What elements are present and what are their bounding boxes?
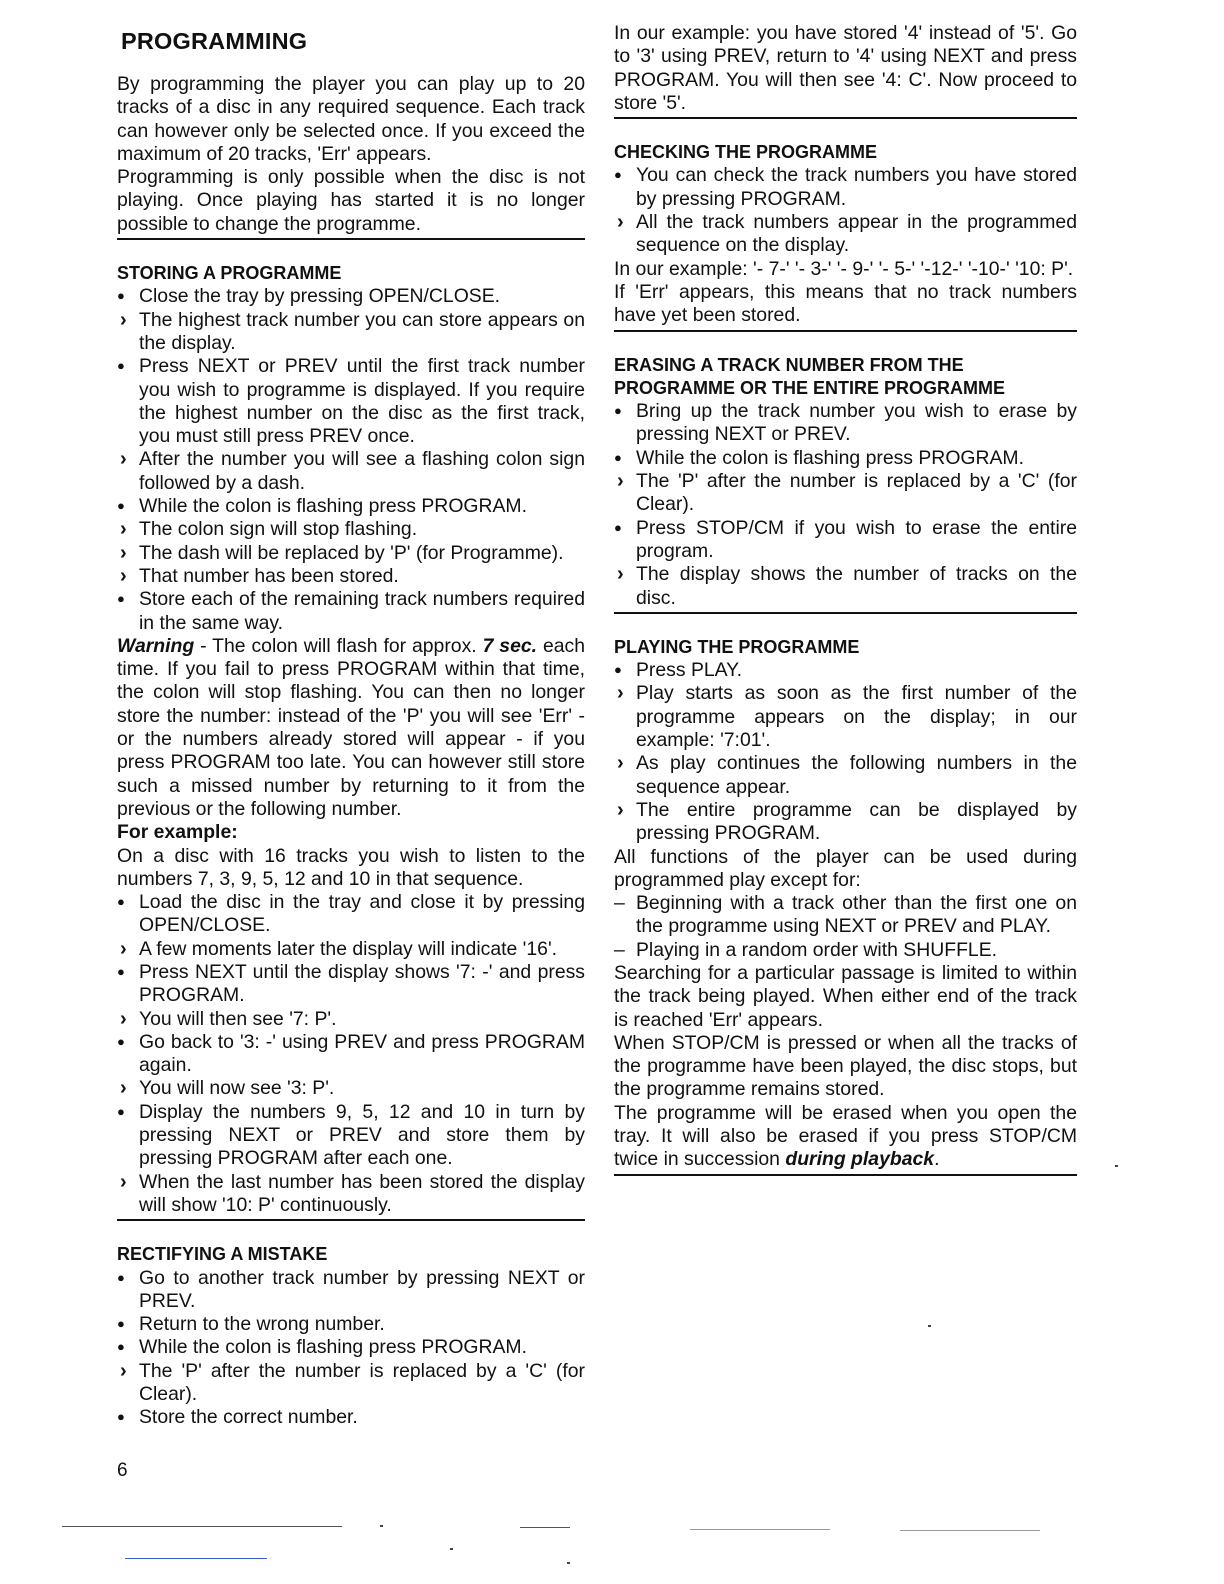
result-item xyxy=(614,470,1077,517)
bullet-icon xyxy=(117,1336,135,1360)
playing-section xyxy=(614,636,1077,1176)
result-item xyxy=(117,518,585,541)
item-text: Bring up the track number you wish to erase by pressing NEXT or PREV. xyxy=(636,400,1077,446)
item-text: The 'P' after the number is replaced by a 'C' (for Clear). xyxy=(139,1359,585,1406)
item-text: Press STOP/CM if you wish to erase the entire program. xyxy=(636,516,1077,562)
result-item xyxy=(117,309,585,356)
arrow-icon xyxy=(614,563,632,586)
item-text: You can check the track numbers you have stored by pressing PROGRAM. xyxy=(636,164,1077,210)
rectify-example-text: In our example: you have stored '4' instead of '5'. Go to '3' using PREV, return to '4' using NEXT and press PROGRAM. You will then see '4: C'. Now proceed to store '5'. xyxy=(614,22,1077,114)
result-item xyxy=(614,752,1077,799)
bullet-icon xyxy=(117,891,135,915)
page-number: 6 xyxy=(117,1460,128,1481)
bullet-icon xyxy=(117,961,135,985)
scan-artifact-line xyxy=(690,1529,830,1530)
result-item xyxy=(614,682,1077,752)
arrow-icon xyxy=(117,1077,135,1100)
erase-text-end: . xyxy=(934,1148,940,1171)
bullet-item xyxy=(614,447,1077,470)
result-item xyxy=(117,448,585,495)
item-text: When the last number has been stored the display will show '10: P' continuously. xyxy=(139,1170,585,1216)
item-text: The display shows the number of tracks on the disc. xyxy=(636,563,1077,609)
item-text: While the colon is flashing press PROGRAM. xyxy=(636,446,1024,469)
storing-section xyxy=(117,262,585,1221)
arrow-icon xyxy=(117,518,135,541)
item-text: The entire programme can be displayed by pressing PROGRAM. xyxy=(636,798,1077,845)
scan-speck xyxy=(450,1548,453,1550)
example-text: On a disc with 16 tracks you wish to listen to the numbers 7, 3, 9, 5, 12 and 10 in that sequence. xyxy=(117,844,585,890)
checking-err-note: If 'Err' appears, this means that no track numbers have yet been stored. xyxy=(614,280,1077,327)
searching-text: Searching for a particular passage is limited to within the track being played. When either end of the track is reached 'Err' appears. xyxy=(614,961,1077,1031)
bullet-icon xyxy=(614,517,632,541)
bullet-item xyxy=(117,1031,585,1078)
erase-text-main: The programme will be erased when you open the tray. It will also be erased if you press STOP/CM twice in succession xyxy=(614,1101,1077,1171)
checking-list xyxy=(614,164,1077,257)
dash-icon xyxy=(614,939,625,962)
checking-example: In our example: '- 7-' '- 3-' '- 9-' '- 5-' '-12-' '-10-' '10: P'. xyxy=(614,257,1074,280)
erasing-section xyxy=(614,354,1077,614)
exception-list xyxy=(614,892,1077,962)
bullet-item xyxy=(117,1267,585,1314)
result-item xyxy=(117,1077,585,1100)
rectifying-section xyxy=(117,1243,585,1431)
item-text: You will then see '7: P'. xyxy=(139,1007,337,1030)
bullet-icon xyxy=(117,1267,135,1291)
result-item xyxy=(117,565,585,588)
functions-text: All functions of the player can be used during programmed play except for: xyxy=(614,845,1077,891)
item-text: While the colon is flashing press PROGRAM. xyxy=(139,1336,527,1359)
bullet-icon xyxy=(614,400,632,424)
item-text: Press NEXT or PREV until the first track number you wish to programme is displayed. If you require the highest number on the disc as the first track, you must still press PREV once. xyxy=(139,355,585,448)
item-text: A few moments later the display will indicate '16'. xyxy=(139,937,558,960)
arrow-icon xyxy=(614,682,632,705)
item-text: After the number you will see a flashing colon sign followed by a dash. xyxy=(139,448,585,494)
item-text: You will now see '3: P'. xyxy=(139,1077,335,1100)
left-column xyxy=(117,22,585,1432)
stop-text: When STOP/CM is pressed or when all the tracks of the programme have been played, the disc stops, but the programme remains stored. xyxy=(614,1031,1077,1101)
scan-speck xyxy=(567,1562,570,1564)
item-text: Playing in a random order with SHUFFLE. xyxy=(636,938,998,961)
bullet-item xyxy=(117,355,585,448)
item-text: Return to the wrong number. xyxy=(139,1313,385,1336)
warning-text: - The colon will flash for approx. xyxy=(194,634,483,657)
item-text: Play starts as soon as the first number of the programme appears on the display; in our example: '7:01'. xyxy=(636,682,1077,752)
warning-text-rest: each time. If you fail to press PROGRAM within that time, the colon will stop flashing. You can then no longer store the number: instead of the 'P' you will see 'Err' - or the numbers already stored will appear - if you press PROGRAM too late. You can however still store such a missed number by returning to it from the previous or the following number. xyxy=(117,634,586,820)
bullet-item xyxy=(614,659,1077,682)
result-item xyxy=(117,1171,585,1218)
item-text: All the track numbers appear in the programmed sequence on the display. xyxy=(636,211,1077,257)
bullet-item xyxy=(117,891,585,938)
dash-icon xyxy=(614,892,625,915)
arrow-icon xyxy=(614,470,632,493)
warning-label: Warning xyxy=(117,634,195,657)
item-text: Close the tray by pressing OPEN/CLOSE. xyxy=(139,285,501,308)
bullet-item xyxy=(117,1101,585,1171)
result-item xyxy=(117,938,585,961)
item-text: Go back to '3: -' using PREV and press PROGRAM again. xyxy=(139,1030,585,1077)
result-item xyxy=(117,1008,585,1031)
item-text: While the colon is flashing press PROGRAM. xyxy=(139,495,527,518)
arrow-icon xyxy=(117,938,135,961)
item-text: Press PLAY. xyxy=(636,659,742,682)
bullet-icon xyxy=(614,659,632,683)
scan-artifact-line xyxy=(900,1530,1040,1531)
checking-section xyxy=(614,141,1077,331)
playing-list xyxy=(614,659,1077,845)
item-text: Beginning with a track other than the first one on the programme using NEXT or PREV and PLAY. xyxy=(636,892,1077,938)
bullet-item xyxy=(117,495,585,518)
warning-time: 7 sec. xyxy=(482,634,538,657)
bullet-icon xyxy=(117,285,135,309)
item-text: Go to another track number by pressing NEXT or PREV. xyxy=(139,1266,585,1312)
scan-artifact-line xyxy=(62,1526,342,1527)
scan-artifact-line xyxy=(520,1527,570,1528)
bullet-item xyxy=(614,517,1077,564)
arrow-icon xyxy=(117,448,135,471)
scan-speck xyxy=(380,1525,383,1527)
item-text: The highest track number you can store appears on the display. xyxy=(139,308,585,354)
bullet-icon xyxy=(614,164,632,188)
right-column xyxy=(614,22,1077,1198)
scan-speck xyxy=(1115,1165,1118,1167)
checking-heading: CHECKING THE PROGRAMME xyxy=(614,142,878,163)
playing-heading: PLAYING THE PROGRAMME xyxy=(614,636,860,657)
page-title: PROGRAMMING xyxy=(121,28,308,54)
bullet-item xyxy=(117,1336,585,1359)
warning-paragraph xyxy=(117,635,585,821)
item-text: The colon sign will stop flashing. xyxy=(139,518,418,541)
rectifying-list xyxy=(117,1267,585,1430)
arrow-icon xyxy=(117,542,135,565)
scan-artifact-blue-line xyxy=(125,1558,267,1559)
bullet-item xyxy=(117,1406,585,1429)
storing-list xyxy=(117,285,585,634)
intro-section xyxy=(117,73,585,240)
arrow-icon xyxy=(117,565,135,588)
item-text: Display the numbers 9, 5, 12 and 10 in turn by pressing NEXT or PREV and store them by pressing PROGRAM after each one. xyxy=(139,1100,585,1170)
bullet-icon xyxy=(117,1031,135,1055)
bullet-icon xyxy=(117,1313,135,1337)
bullet-icon xyxy=(117,1101,135,1125)
bullet-item xyxy=(117,961,585,1008)
bullet-icon xyxy=(117,588,135,612)
dash-item xyxy=(614,892,1077,939)
item-text: The dash will be replaced by 'P' (for Programme). xyxy=(139,541,564,564)
arrow-icon xyxy=(117,309,135,332)
bullet-icon xyxy=(117,1406,135,1430)
erasing-heading-line2: PROGRAMME OR THE ENTIRE PROGRAMME xyxy=(614,377,1006,398)
result-item xyxy=(117,542,585,565)
example-list xyxy=(117,891,585,1217)
storing-heading: STORING A PROGRAMME xyxy=(117,263,342,284)
bullet-item xyxy=(117,285,585,308)
item-text: Store each of the remaining track numbers required in the same way. xyxy=(139,588,585,634)
item-text: Press NEXT until the display shows '7: -' and press PROGRAM. xyxy=(139,960,585,1007)
erasing-list xyxy=(614,400,1077,610)
rectify-example-section xyxy=(614,22,1077,119)
arrow-icon xyxy=(117,1171,135,1194)
erase-emphasis: during playback xyxy=(785,1148,935,1171)
arrow-icon xyxy=(117,1008,135,1031)
intro-paragraph: By programming the player you can play up to 20 tracks of a disc in any required sequence. Each track can however only be selected once. If you exceed the maximum of 20 tracks, 'Err' appears. xyxy=(117,73,585,165)
result-item xyxy=(614,211,1077,258)
item-text: The 'P' after the number is replaced by a 'C' (for Clear). xyxy=(636,470,1077,516)
intro-paragraph: Programming is only possible when the disc is not playing. Once playing has started it is no longer possible to change the programme. xyxy=(117,166,585,235)
erase-text xyxy=(614,1102,1077,1172)
dash-item xyxy=(614,939,1077,962)
arrow-icon xyxy=(117,1360,135,1383)
bullet-item xyxy=(614,164,1077,211)
bullet-icon xyxy=(117,355,135,379)
item-text: Load the disc in the tray and close it by pressing OPEN/CLOSE. xyxy=(139,891,585,937)
bullet-item xyxy=(614,400,1077,447)
erasing-heading-line1: ERASING A TRACK NUMBER FROM THE xyxy=(614,354,964,375)
bullet-icon xyxy=(614,447,632,471)
bullet-item xyxy=(117,1313,585,1336)
scan-speck xyxy=(928,1325,931,1327)
result-item xyxy=(614,799,1077,846)
rectifying-heading: RECTIFYING A MISTAKE xyxy=(117,1244,328,1265)
arrow-icon xyxy=(614,799,632,822)
bullet-icon xyxy=(117,495,135,519)
arrow-icon xyxy=(614,211,632,234)
arrow-icon xyxy=(614,752,632,775)
item-text: Store the correct number. xyxy=(139,1406,358,1429)
result-item xyxy=(614,563,1077,610)
item-text: That number has been stored. xyxy=(139,564,399,587)
result-item xyxy=(117,1360,585,1407)
bullet-item xyxy=(117,588,585,635)
example-label: For example: xyxy=(117,821,238,844)
item-text: As play continues the following numbers in the sequence appear. xyxy=(636,752,1077,798)
